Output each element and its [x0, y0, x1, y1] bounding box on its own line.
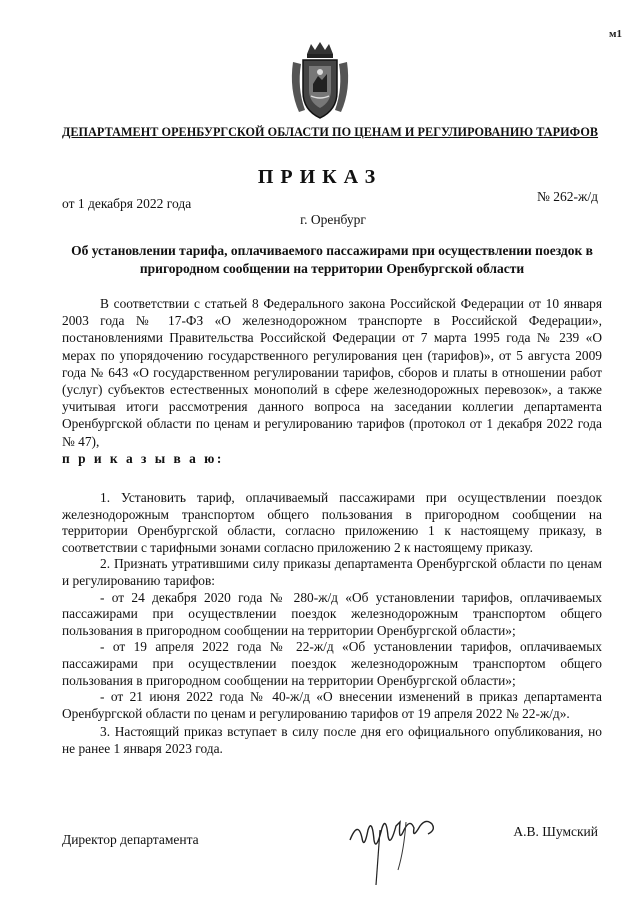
document-city: г. Оренбург — [300, 212, 366, 227]
order-item-2-sub-1: - от 24 декабря 2020 года № 280-ж/д «Об установлении тарифов, оплачиваемых пассажирами при осуществлении поездок железнодорожным транспортом общего пользования в пригородном сообщении на территории Оренбургской области»; — [62, 589, 602, 638]
document-title: Об установлении тарифа, оплачиваемого пассажирами при осуществлении поездок в пригородном сообщении на территории Оренбургской области — [71, 243, 593, 276]
order-item-3: 3. Настоящий приказ вступает в силу после дня его официального опубликования, но не ранее 1 января 2023 года. — [62, 724, 602, 756]
document-date: от 1 декабря 2022 года — [62, 196, 192, 211]
preamble-block — [62, 295, 602, 467]
signature-position: Директор департамента — [62, 832, 199, 847]
order-item-2: 2. Признать утратившими силу приказы департамента Оренбургской области по ценам и регулированию тарифов: — [62, 556, 602, 588]
department-name: ДЕПАРТАМЕНТ ОРЕНБУРГСКОЙ ОБЛАСТИ ПО ЦЕНАМ И РЕГУЛИРОВАНИЮ ТАРИФОВ — [61, 125, 599, 139]
order-item-2-sub-2: - от 19 апреля 2022 года № 22-ж/д «Об установлении тарифов, оплачиваемых пассажирами при осуществлении поездок железнодорожным транспортом общего пользования в пригородном сообщении на территории Оренбургской области»; — [62, 639, 602, 688]
document-number: № 262-ж/д — [537, 189, 598, 204]
signature-name: А.В. Шумский — [513, 824, 598, 839]
order-item-1: 1. Установить тариф, оплачиваемый пассажирами при осуществлении поездок железнодорожным транспортом общего пользования в пригородном сообщении на территории Оренбургской области, согласно приложению 1 к настоящему приказу, в соответствии с тарифными зонами согласно приложению 2 к настоящему приказу. — [62, 490, 602, 555]
order-items — [62, 490, 602, 758]
preamble-text: В соответствии с статьей 8 Федерального закона Российской Федерации от 10 января 2003 года № 17-ФЗ «О железнодорожном транспорте в Российской Федерации», постановлениями Правительства Российской Федерации от 7 марта 1995 года № 239 «О мерах по упорядочению государственного регулирования цен (тарифов)», от 5 августа 2009 года № 643 «О государственном регулировании тарифов, сборов и платы в отношении работ (услуг) субъектов естественных монополий в сфере железнодорожных перевозок», а также учитывая итоги рассмотрения данного вопроса на заседании коллегии департамента Оренбургской области по ценам и регулированию тарифов (протокол от 1 декабря 2022 года № 47), — [62, 296, 602, 449]
order-item-2-sub-3: - от 21 июня 2022 года № 40-ж/д «О внесении изменений в приказ департамента Оренбургской области по ценам и регулированию тарифов от 19 апреля 2022 № 22-ж/д». — [62, 689, 602, 721]
order-word: п р и к а з ы в а ю: — [62, 450, 224, 466]
handwritten-signature — [340, 800, 460, 890]
coat-of-arms-icon — [285, 40, 355, 122]
document-type: ПРИКАЗ — [257, 166, 383, 188]
corner-mark: м1 — [609, 28, 622, 40]
